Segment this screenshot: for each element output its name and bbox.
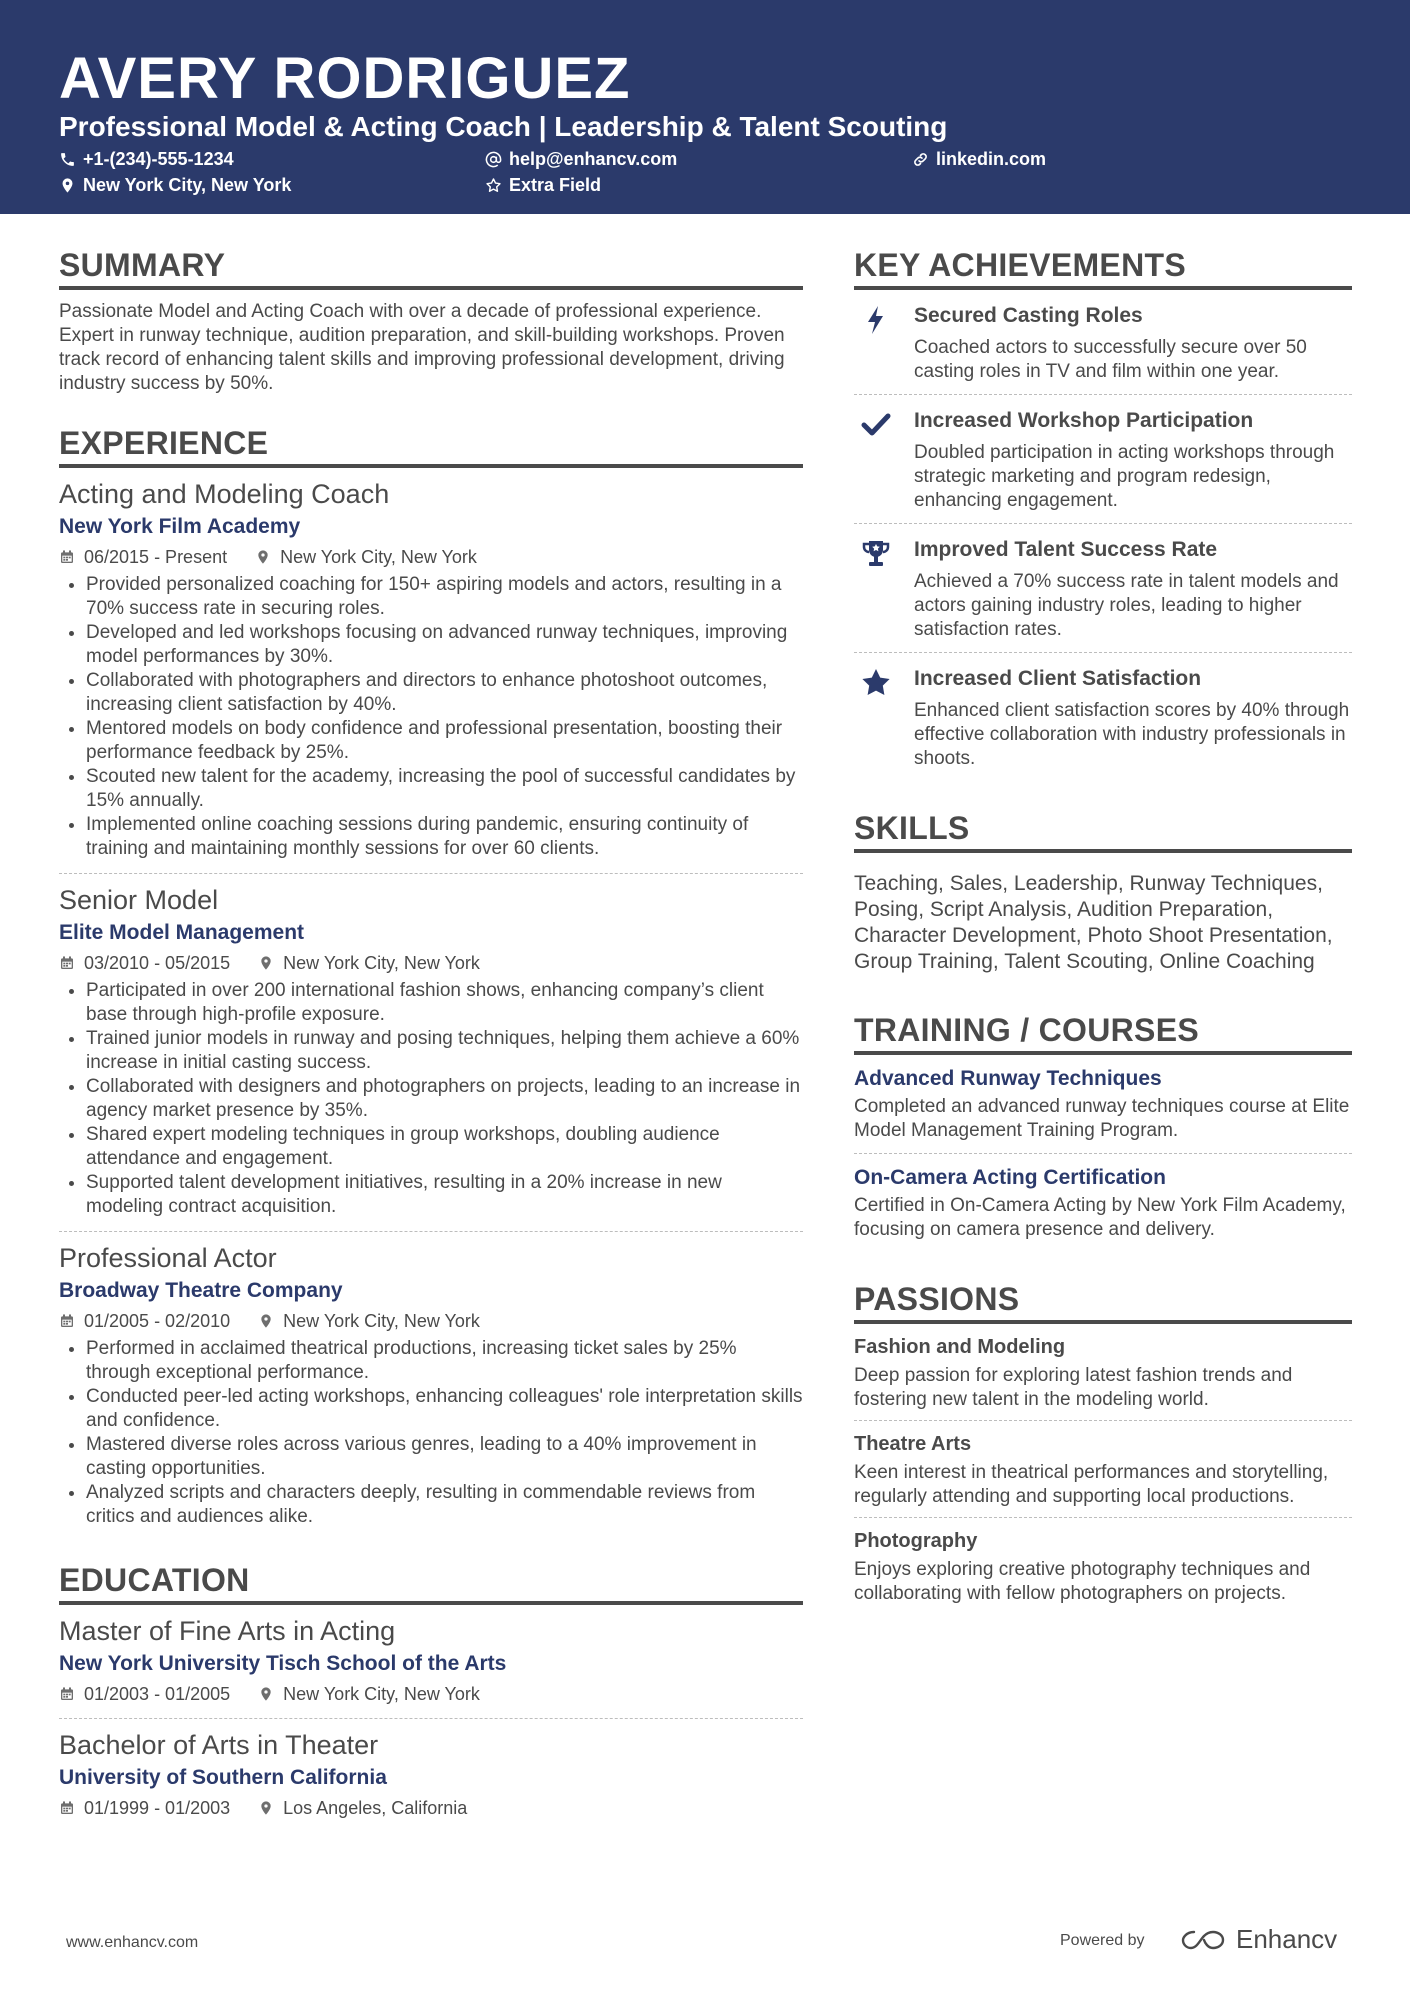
footer-brand-logo[interactable] (1180, 1924, 1337, 1955)
job-bullet: • Collaborated with designers and photographers on projects, leading to an increase in agency market presence by 35%. (86, 1075, 803, 1123)
achievement-description: Coached actors to successfully secure over 50 casting roles in TV and film within one year. (914, 337, 1307, 382)
passion-description: Enjoys exploring creative photography techniques and collaborating with fellow photographers on projects. (854, 1559, 1311, 1604)
achievement-description: Doubled participation in acting workshops through strategic marketing and program redesign, enhancing engagement. (914, 442, 1335, 511)
at-sign-icon (485, 151, 502, 168)
experience-entry (59, 874, 803, 1232)
passion-list (854, 1324, 1352, 1614)
achievement-item (854, 653, 1352, 781)
achievement-item (854, 290, 1352, 395)
job-dates-text: 06/2015 - Present (84, 547, 228, 567)
school-name: University of Southern California (59, 1766, 387, 1789)
job-dates (59, 951, 230, 975)
job-title: Senior Model (59, 885, 219, 915)
calendar-icon (59, 1313, 75, 1329)
job-bullet: • Collaborated with photographers and directors to enhance photoshoot outcomes, increasing client satisfaction by 40%. (86, 669, 803, 717)
job-location (255, 545, 477, 569)
degree-title: Bachelor of Arts in Theater (59, 1730, 379, 1760)
candidate-headline: Professional Model & Acting Coach | Leadership & Talent Scouting (59, 111, 948, 142)
achievement-body (898, 536, 1352, 642)
job-location (258, 951, 480, 975)
summary-text: Passionate Model and Acting Coach with over a decade of professional experience. Expert in runway technique, audition preparation, and skill-building workshops. Proven track record of enhancing talent skills and improving professional development, driving industry success by 50%. (59, 301, 785, 394)
job-bullet: • Performed in acclaimed theatrical productions, increasing ticket sales by 25% through exceptional performance. (86, 1337, 803, 1385)
job-dates (59, 1309, 230, 1333)
job-bullet: • Conducted peer-led acting workshops, enhancing colleagues' role interpretation skills and confidence. (86, 1385, 803, 1433)
star-icon (860, 667, 892, 699)
course-item (854, 1055, 1352, 1154)
passions-section (854, 1280, 1352, 1614)
job-bullet: • Implemented online coaching sessions during pandemic, ensuring continuity of training and maintaining monthly sessions for over 60 clients. (86, 813, 803, 861)
job-bullet: • Participated in over 200 international fashion shows, enhancing company’s client base through high-profile exposure. (86, 979, 803, 1027)
achievement-icon (854, 536, 898, 642)
job-title: Professional Actor (59, 1243, 277, 1273)
school-name: New York University Tisch School of the Arts (59, 1652, 507, 1675)
map-pin-icon (258, 1313, 274, 1329)
course-description: Certified in On-Camera Acting by New York Film Academy, focusing on camera presence and delivery. (854, 1195, 1346, 1240)
passion-item (854, 1421, 1352, 1518)
job-bullet: • Analyzed scripts and characters deeply, resulting in commendable reviews from critics and audiences alike. (86, 1481, 803, 1529)
right-column (854, 246, 1352, 1642)
achievement-description: Enhanced client satisfaction scores by 40% through effective collaboration with industry professionals in shoots. (914, 700, 1350, 769)
job-bullet: • Developed and led workshops focusing on advanced runway techniques, improving model performances by 30%. (86, 621, 803, 669)
passion-item (854, 1518, 1352, 1614)
map-pin-icon (59, 177, 76, 194)
experience-list (59, 468, 803, 1541)
contact-email[interactable] (485, 148, 677, 170)
checkmark-icon (860, 409, 892, 441)
education-dates (59, 1682, 230, 1706)
calendar-icon (59, 955, 75, 971)
job-location-text: New York City, New York (283, 1311, 480, 1331)
map-pin-icon (258, 1686, 274, 1702)
job-meta (59, 951, 803, 975)
education-dates (59, 1796, 230, 1820)
education-entry (59, 1605, 803, 1719)
job-bullet: • Scouted new talent for the academy, increasing the pool of successful candidates by 15% annually. (86, 765, 803, 813)
course-title: Advanced Runway Techniques (854, 1067, 1162, 1090)
passion-title: Fashion and Modeling (854, 1336, 1066, 1358)
education-dates-text: 01/1999 - 01/2003 (84, 1798, 231, 1818)
section-title-summary: SUMMARY (59, 246, 803, 290)
passion-title: Theatre Arts (854, 1433, 972, 1455)
footer-brand-text: Enhancv (1236, 1924, 1338, 1954)
calendar-icon (59, 549, 75, 565)
passion-description: Deep passion for exploring latest fashion trends and fostering new talent in the modeling world. (854, 1365, 1293, 1410)
passion-title: Photography (854, 1530, 978, 1552)
job-meta (59, 545, 803, 569)
linkedin-text: linkedin.com (936, 149, 1047, 169)
degree-title: Master of Fine Arts in Acting (59, 1616, 396, 1646)
map-pin-icon (258, 955, 274, 971)
achievement-item (854, 395, 1352, 524)
trophy-icon (860, 538, 892, 570)
achievement-title: Increased Workshop Participation (914, 409, 1254, 432)
footer-powered-by: Powered by (1060, 1932, 1145, 1949)
company-name: Broadway Theatre Company (59, 1279, 343, 1302)
job-location-text: New York City, New York (280, 547, 477, 567)
education-meta (59, 1682, 803, 1706)
contact-location (59, 174, 291, 196)
company-name: Elite Model Management (59, 921, 305, 944)
job-bullet: • Provided personalized coaching for 150+ aspiring models and actors, resulting in a 70% success rate in securing roles. (86, 573, 803, 621)
achievement-body (898, 302, 1352, 384)
passion-description: Keen interest in theatrical performances and storytelling, regularly attending and supporting local productions. (854, 1462, 1329, 1507)
company-name: New York Film Academy (59, 515, 301, 538)
achievement-body (898, 665, 1352, 771)
achievement-list (854, 290, 1352, 781)
section-title-passions: PASSIONS (854, 1280, 1352, 1324)
job-dates-text: 01/2005 - 02/2010 (84, 1311, 231, 1331)
section-title-training: TRAINING / COURSES (854, 1011, 1352, 1055)
footer-website-link[interactable]: www.enhancv.com (66, 1934, 199, 1951)
education-location-text: Los Angeles, California (283, 1798, 468, 1818)
achievement-icon (854, 302, 898, 384)
location-text: New York City, New York (83, 175, 292, 195)
phone-text: +1-(234)-555-1234 (83, 149, 234, 169)
section-title-achievements: KEY ACHIEVEMENTS (854, 246, 1352, 290)
course-description: Completed an advanced runway techniques course at Elite Model Management Training Program. (854, 1096, 1350, 1141)
passion-item (854, 1324, 1352, 1421)
left-column (59, 246, 803, 1860)
education-dates-text: 01/2003 - 01/2005 (84, 1684, 231, 1704)
lightning-bolt-icon (860, 304, 892, 336)
section-title-education: EDUCATION (59, 1561, 803, 1605)
education-location (258, 1796, 467, 1820)
experience-section (59, 424, 803, 1541)
section-title-skills: SKILLS (854, 809, 1352, 853)
calendar-icon (59, 1686, 75, 1702)
link-icon (912, 151, 929, 168)
contact-linkedin[interactable] (912, 148, 1046, 170)
education-entry (59, 1719, 803, 1832)
achievement-item (854, 524, 1352, 653)
job-meta (59, 1309, 803, 1333)
achievement-icon (854, 665, 898, 771)
training-list (854, 1055, 1352, 1252)
education-location-text: New York City, New York (283, 1684, 480, 1704)
extra-field-text: Extra Field (509, 175, 602, 195)
job-location-text: New York City, New York (283, 953, 480, 973)
summary-section (59, 246, 803, 396)
achievement-icon (854, 407, 898, 513)
experience-entry (59, 468, 803, 874)
skills-text: Teaching, Sales, Leadership, Runway Techniques, Posing, Script Analysis, Audition Preparation, Character Development, Photo Shoot Presentation, Group Training, Talent Scouting, Online Coaching (854, 872, 1333, 973)
job-dates (59, 545, 227, 569)
candidate-name: AVERY RODRIGUEZ (59, 46, 631, 111)
resume-header (0, 0, 1410, 214)
job-bullet: • Mastered diverse roles across various genres, leading to a 40% improvement in casting opportunities. (86, 1433, 803, 1481)
map-pin-icon (258, 1800, 274, 1816)
education-section (59, 1561, 803, 1832)
training-section (854, 1011, 1352, 1252)
job-bullets (59, 573, 803, 861)
achievement-description: Achieved a 70% success rate in talent models and actors gaining industry roles, leading to higher satisfaction rates. (914, 571, 1339, 640)
job-bullets (59, 979, 803, 1219)
job-dates-text: 03/2010 - 05/2015 (84, 953, 231, 973)
calendar-icon (59, 1800, 75, 1816)
education-meta (59, 1796, 803, 1820)
education-location (258, 1682, 480, 1706)
course-item (854, 1154, 1352, 1252)
course-title: On-Camera Acting Certification (854, 1166, 1166, 1189)
map-pin-icon (255, 549, 271, 565)
achievement-title: Increased Client Satisfaction (914, 667, 1202, 690)
job-title: Acting and Modeling Coach (59, 479, 390, 509)
job-bullet: • Mentored models on body confidence and professional presentation, boosting their performance feedback by 25%. (86, 717, 803, 765)
achievement-body (898, 407, 1352, 513)
education-list (59, 1605, 803, 1832)
star-outline-icon (485, 177, 502, 194)
job-location (258, 1309, 480, 1333)
contact-phone[interactable] (59, 148, 234, 170)
achievement-title: Improved Talent Success Rate (914, 538, 1218, 561)
email-text: help@enhancv.com (509, 149, 678, 169)
enhancv-logo-icon (1180, 1926, 1228, 1954)
achievement-title: Secured Casting Roles (914, 304, 1143, 327)
job-bullets (59, 1337, 803, 1529)
job-bullet: • Supported talent development initiatives, resulting in a 20% increase in new modeling contract acquisition. (86, 1171, 803, 1219)
job-bullet: • Trained junior models in runway and posing techniques, helping them achieve a 60% increase in initial casting success. (86, 1027, 803, 1075)
experience-entry (59, 1232, 803, 1541)
job-bullet: • Shared expert modeling techniques in group workshops, doubling audience attendance and engagement. (86, 1123, 803, 1171)
achievements-section (854, 246, 1352, 781)
contact-extra (485, 174, 601, 196)
phone-icon (59, 151, 76, 168)
skills-section (854, 809, 1352, 975)
section-title-experience: EXPERIENCE (59, 424, 803, 468)
